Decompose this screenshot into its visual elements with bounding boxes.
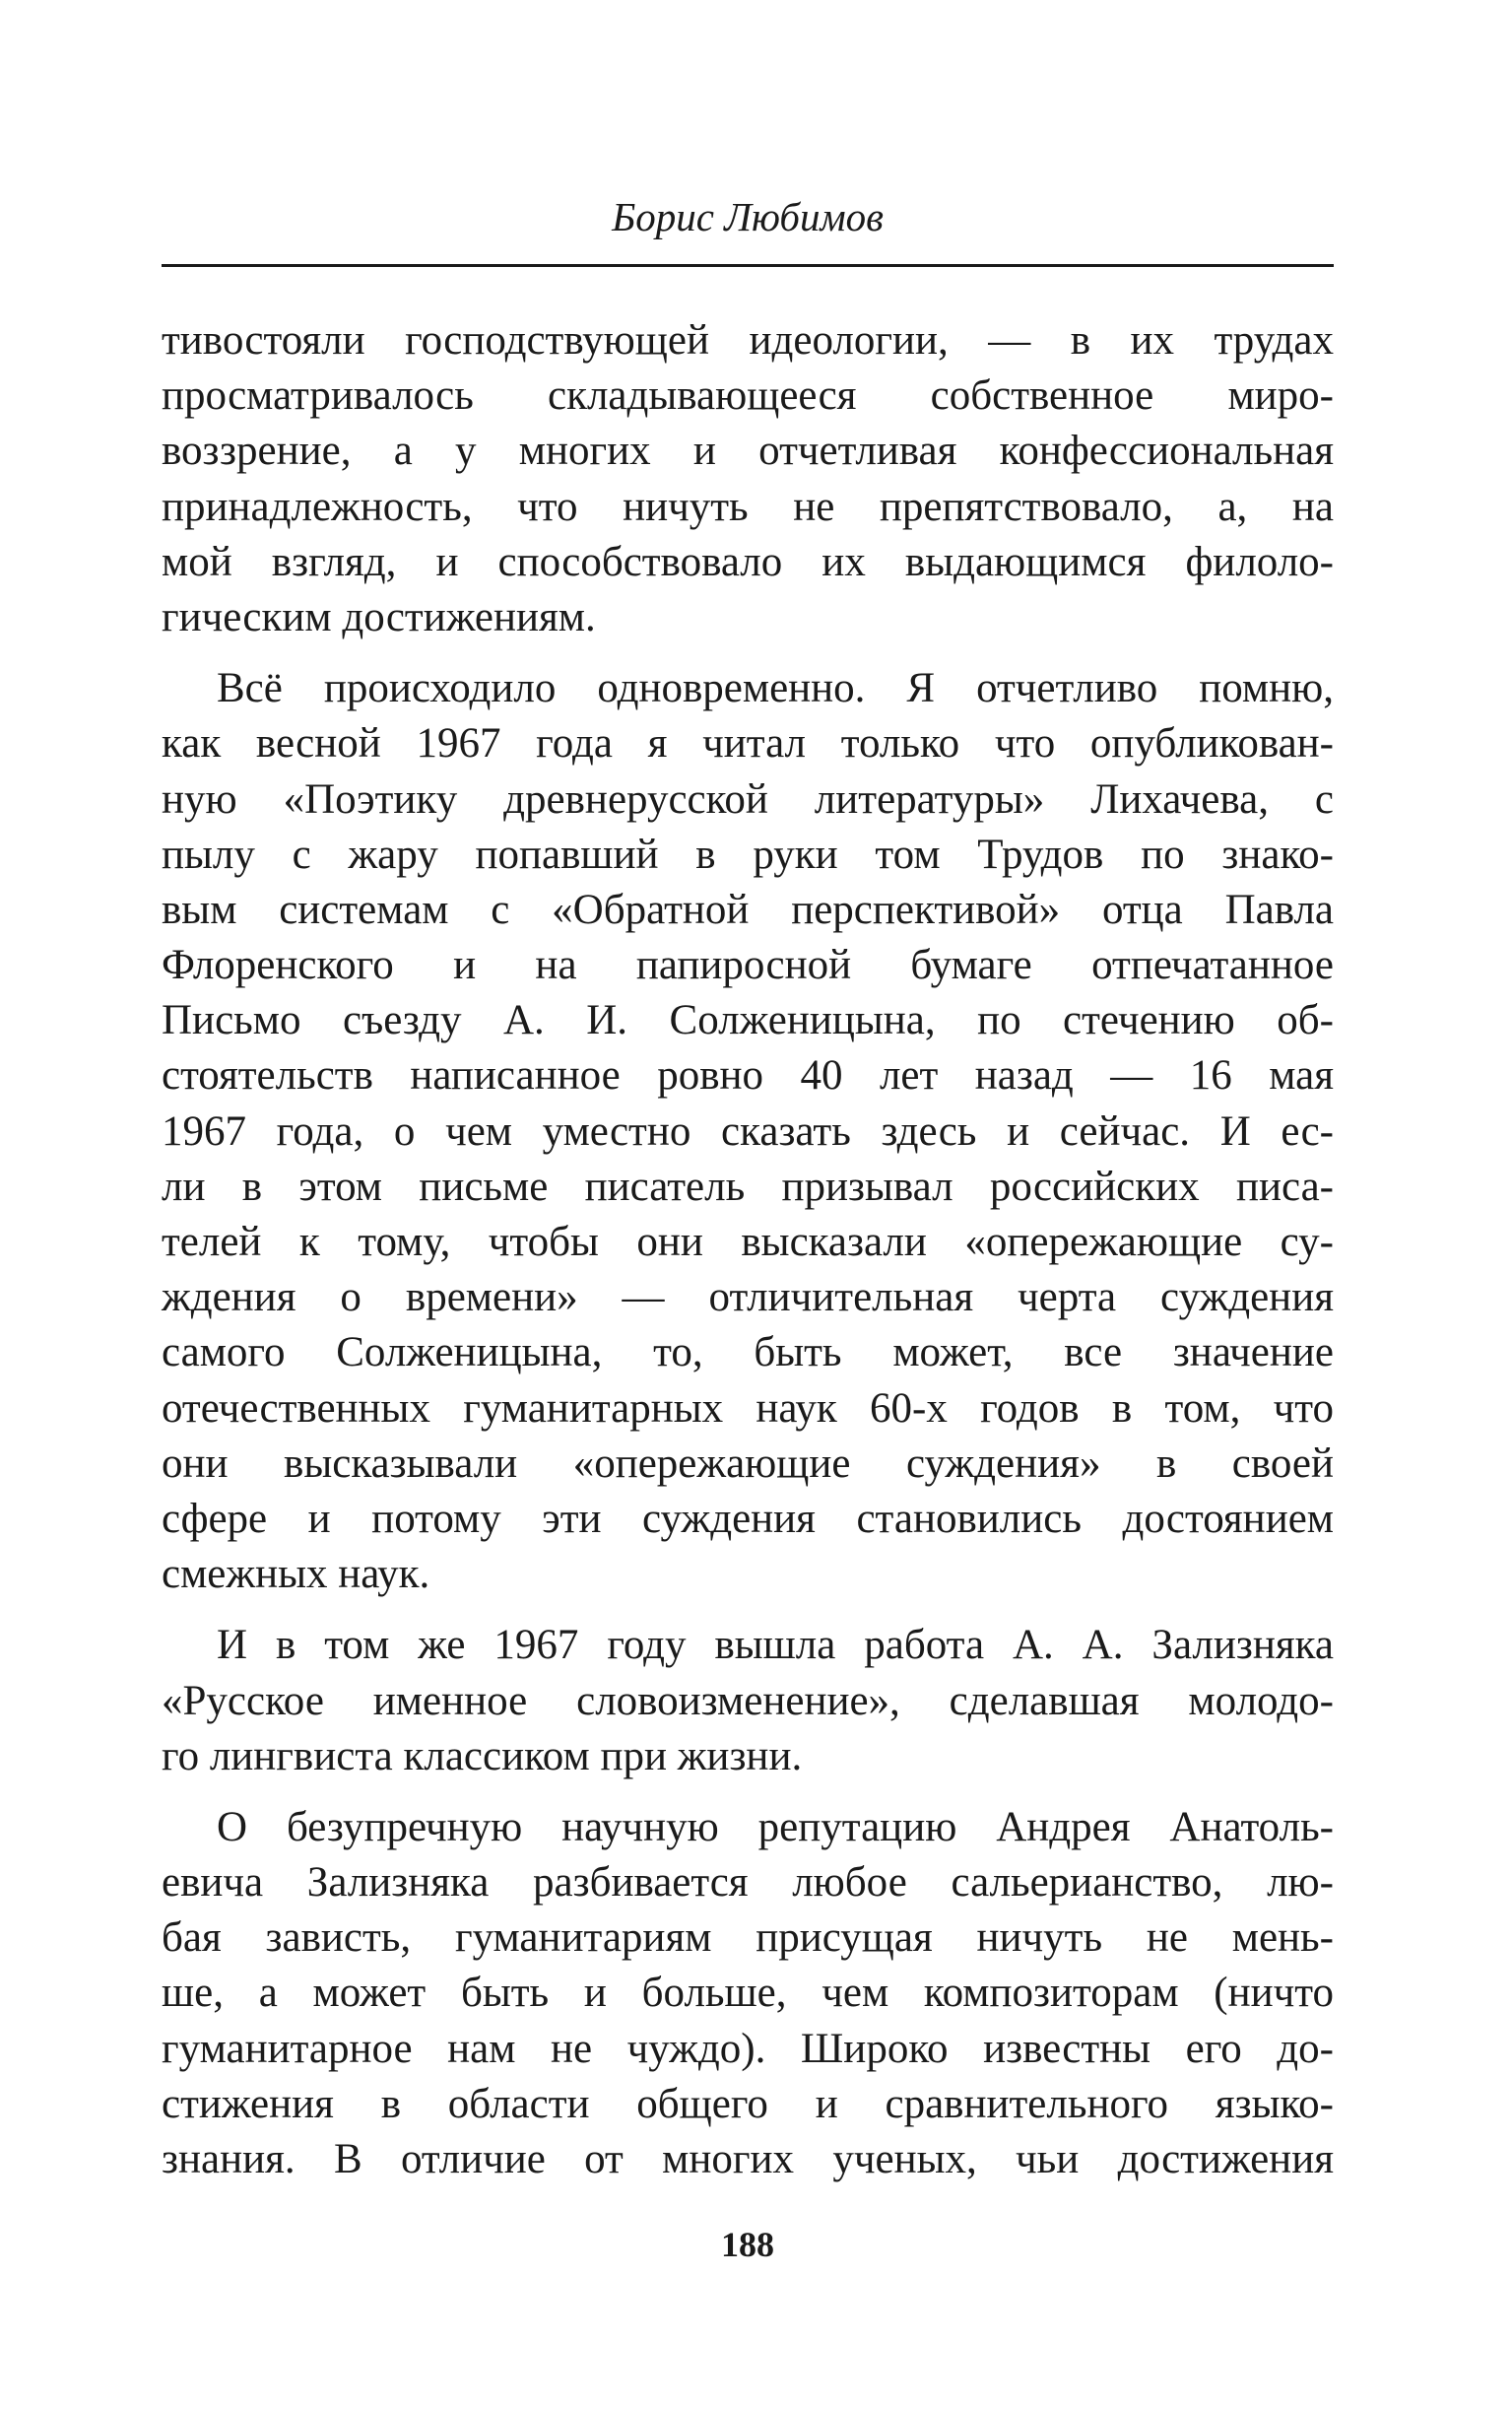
body-text — [162, 313, 1334, 2187]
text-line: стижения в области общего и сравнительного языко- — [162, 2080, 1334, 2127]
text-line: телей к тому, чтобы они высказали «опережающие су- — [162, 1219, 1334, 1265]
text-line: пылу с жару попавший в руки том Трудов по знако- — [162, 831, 1334, 878]
text-line: стоятельств написанное ровно 40 лет назад — 16 мая — [162, 1052, 1334, 1100]
text-line: И в том же 1967 году вышла работа А. А. Зализняка — [217, 1622, 1334, 1669]
text-line: мой взгляд, и способствовало их выдающимся филоло- — [162, 538, 1334, 585]
text-line: ждения о времени» — отличительная черта суждения — [162, 1274, 1334, 1321]
text-line: бая зависть, гуманитариям присущая ничуть не мень- — [162, 1914, 1334, 1962]
text-line: го лингвиста классиком при жизни. — [162, 1732, 803, 1779]
text-line: 1967 года, о чем уместно сказать здесь и сейчас. И ес- — [162, 1107, 1334, 1155]
paragraph — [162, 661, 1334, 1602]
text-line: они высказывали «опережающие суждения» в своей — [162, 1439, 1334, 1487]
text-line: самого Солженицына, то, быть может, все значение — [162, 1329, 1334, 1376]
text-line: отечественных гуманитарных наук 60-х годов в том, что — [162, 1384, 1334, 1432]
text-line: ную «Поэтику древнерусской литературы» Лихачева, с — [162, 775, 1334, 823]
text-line: Всё происходило одновременно. Я отчетливо помню, — [217, 665, 1334, 712]
text-line: тивостояли господствующей идеологии, — в их трудах — [162, 317, 1334, 364]
text-line: вым системам с «Обратной перспективой» отца Павла — [162, 886, 1334, 933]
text-line: О безупречную научную репутацию Андрея Анатоль- — [217, 1803, 1334, 1850]
header-rule — [162, 264, 1334, 267]
text-line: гуманитарное нам не чуждо). Широко известны его до- — [162, 2025, 1334, 2072]
text-line: гическим достижениям. — [162, 593, 596, 640]
text-line: Флоренского и на папиросной бумаге отпечатанное — [162, 942, 1334, 989]
text-line: «Русское именное словоизменение», сделавшая молодо- — [162, 1677, 1334, 1724]
text-line: ли в этом письме писатель призывал российских писа- — [162, 1163, 1334, 1210]
paragraph — [162, 1800, 1334, 2187]
text-line: знания. В отличие от многих ученых, чьи достижения — [162, 2136, 1334, 2182]
text-line: смежных наук. — [162, 1551, 430, 1598]
paragraph — [162, 313, 1334, 645]
text-line: принадлежность, что ничуть не препятствовало, а, на — [162, 483, 1334, 530]
text-line: евича Зализняка разбивается любое сальерианство, лю- — [162, 1859, 1334, 1907]
text-line: просматривалось складывающееся собственное миро- — [162, 372, 1334, 420]
text-line: ше, а может быть и больше, чем композиторам (ничто — [162, 1970, 1334, 2017]
text-line: Письмо съезду А. И. Солженицына, по стечению об- — [162, 997, 1334, 1044]
paragraph — [162, 1618, 1334, 1784]
text-line: как весной 1967 года я читал только что опубликован- — [162, 720, 1334, 768]
page-number: 188 — [721, 2225, 774, 2264]
running-head-title: Борис Любимов — [612, 194, 884, 239]
text-line: сфере и потому эти суждения становились достоянием — [162, 1495, 1334, 1542]
text-line: воззрение, а у многих и отчетливая конфессиональная — [162, 428, 1334, 475]
